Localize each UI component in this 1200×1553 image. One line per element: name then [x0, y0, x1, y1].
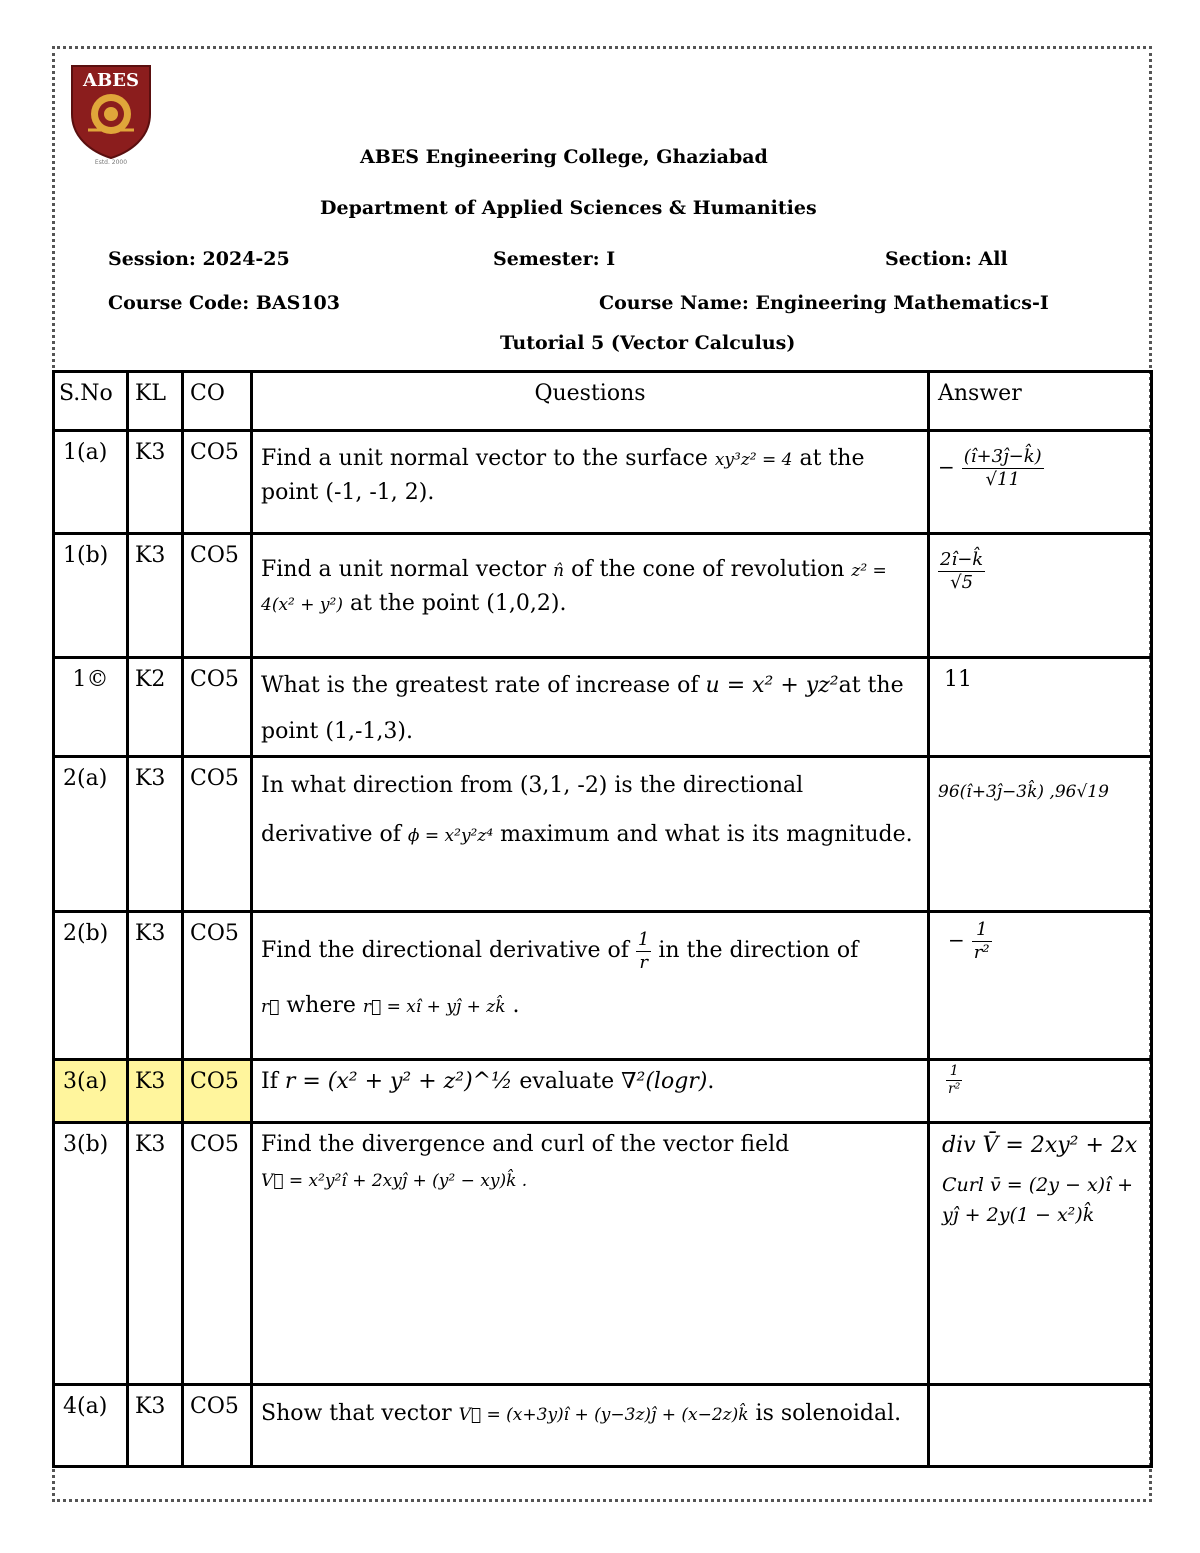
row-sno: 1(a)	[54, 431, 128, 534]
question-equation: xy³z² = 4	[714, 450, 793, 470]
row-answer	[929, 1060, 1152, 1123]
department-name: Department of Applied Sciences & Humanities	[320, 197, 817, 219]
college-logo	[68, 62, 154, 166]
question-equation: r⃗ = xî + yĵ + zk̂	[362, 997, 506, 1018]
question-equation: ∇²(logr)	[621, 1069, 708, 1095]
row-co: CO5	[183, 534, 252, 658]
row-kl: K3	[128, 912, 183, 1060]
session: Session: 2024-25	[108, 248, 290, 270]
row-answer	[929, 912, 1152, 1060]
question-text: .	[505, 993, 520, 1019]
answer-divergence: div V̄ = 2xy² + 2x	[942, 1133, 1138, 1159]
answer-numerator: 1	[946, 1063, 962, 1081]
row-kl: K3	[128, 757, 183, 912]
question-text: at the point (1,0,2).	[342, 591, 567, 617]
logo-est: Estd. 2000	[94, 159, 128, 166]
header-sno: S.No	[54, 372, 128, 431]
question-text: evaluate	[512, 1069, 622, 1095]
answer-numerator: (î+3ĵ−k̂)	[963, 446, 1042, 467]
answer-denominator: r²	[973, 941, 990, 963]
answer-numerator: 2î−k̂	[940, 549, 984, 570]
question-equation: r = (x² + y² + z²)^½	[284, 1069, 513, 1095]
row-kl: K3	[128, 1060, 183, 1123]
row-sno: 2(b)	[54, 912, 128, 1060]
row-answer	[929, 1385, 1152, 1467]
question-equation: V⃗ = x²y²î + 2xyĵ + (y² − xy)k̂ .	[261, 1171, 528, 1192]
question-text: where	[279, 993, 363, 1019]
row-question	[252, 1385, 929, 1467]
question-text: .	[707, 1069, 715, 1095]
row-sno: 3(b)	[54, 1123, 128, 1385]
answer-equation: 96(î+3ĵ−3k̂) ,96√19	[938, 782, 1109, 803]
row-kl: K2	[128, 658, 183, 757]
question-text: in the direction of	[651, 938, 859, 964]
table-row	[54, 431, 1152, 534]
answer-denominator: √11	[985, 468, 1020, 490]
row-co: CO5	[183, 658, 252, 757]
question-text: In what direction from (3,1, -2) is the directional derivative of	[261, 773, 804, 847]
logo-text: ABES	[83, 70, 139, 91]
table-row	[54, 534, 1152, 658]
tutorial-title: Tutorial 5 (Vector Calculus)	[500, 332, 796, 354]
row-sno: 3(a)	[54, 1060, 128, 1123]
question-equation: z² = 4(x² + y²)	[261, 561, 887, 616]
row-question	[252, 534, 929, 658]
question-text: What is the greatest rate of increase of	[261, 673, 706, 698]
question-text: Find a unit normal vector	[261, 557, 554, 582]
row-co: CO5	[183, 912, 252, 1060]
row-kl: K3	[128, 1123, 183, 1385]
question-text: Show that vector	[261, 1401, 459, 1427]
row-co: CO5	[183, 757, 252, 912]
row-question	[252, 1123, 929, 1385]
semester: Semester: I	[493, 248, 616, 270]
question-fraction-denominator: r	[639, 951, 648, 973]
question-text: at the point (-1, -1, 2).	[261, 446, 865, 506]
table-row	[54, 1385, 1152, 1467]
table-row	[54, 1060, 1152, 1123]
table-row	[54, 658, 1152, 757]
row-sno: 1©	[54, 658, 128, 757]
course-name: Course Name: Engineering Mathematics-I	[599, 292, 1049, 314]
row-co: CO5	[183, 1123, 252, 1385]
question-text: If	[261, 1069, 285, 1095]
question-equation: ϕ = x²y²z⁴	[407, 825, 494, 846]
row-co: CO5	[183, 1385, 252, 1467]
question-equation: u = x² + yz²	[705, 673, 839, 698]
questions-table	[52, 370, 1153, 1468]
question-equation: V⃗ = (x+3y)î + (y−3z)ĵ + (x−2z)k̂	[458, 1405, 749, 1426]
row-sno: 2(a)	[54, 757, 128, 912]
answer-denominator: r²	[948, 1081, 961, 1098]
row-question	[252, 658, 929, 757]
question-text: Find the divergence and curl of the vector field	[261, 1132, 790, 1158]
answer-denominator: √5	[950, 571, 974, 593]
section: Section: All	[885, 248, 1008, 270]
row-kl: K3	[128, 534, 183, 658]
question-equation: r⃗	[261, 997, 280, 1018]
question-text: is solenoidal.	[748, 1401, 902, 1427]
row-kl: K3	[128, 431, 183, 534]
question-text: of the cone of revolution	[564, 557, 852, 582]
row-answer	[929, 534, 1152, 658]
header-co: CO	[183, 372, 252, 431]
row-question	[252, 912, 929, 1060]
table-header-row	[54, 372, 1152, 431]
college-name: ABES Engineering College, Ghaziabad	[360, 146, 768, 168]
row-sno: 1(b)	[54, 534, 128, 658]
header-answer: Answer	[929, 372, 1152, 431]
row-kl: K3	[128, 1385, 183, 1467]
row-co: CO5	[183, 431, 252, 534]
question-text: at the point (1,-1,3).	[261, 673, 904, 745]
answer-sign: −	[938, 455, 955, 480]
answer-sign: −	[948, 928, 965, 953]
row-answer: 11	[929, 658, 1152, 757]
table-row	[54, 912, 1152, 1060]
answer-numerator: 1	[972, 919, 992, 942]
course-code: Course Code: BAS103	[108, 292, 340, 314]
question-text: Find a unit normal vector to the surface	[261, 446, 715, 471]
question-text: Find the directional derivative of	[261, 938, 636, 964]
question-fraction-numerator: 1	[637, 929, 650, 951]
question-equation: n̂	[553, 561, 565, 581]
row-sno: 4(a)	[54, 1385, 128, 1467]
question-text: maximum and what is its magnitude.	[493, 821, 913, 847]
header-kl: KL	[128, 372, 183, 431]
header-questions: Questions	[252, 372, 929, 431]
row-answer	[929, 1123, 1152, 1385]
row-question	[252, 431, 929, 534]
table-row	[54, 1123, 1152, 1385]
row-answer	[929, 757, 1152, 912]
table-row	[54, 757, 1152, 912]
row-question	[252, 1060, 929, 1123]
row-answer	[929, 431, 1152, 534]
answer-curl: Curl v̄ = (2y − x)î + yĵ + 2y(1 − x²)k̂	[942, 1173, 1134, 1226]
row-co: CO5	[183, 1060, 252, 1123]
row-question	[252, 757, 929, 912]
